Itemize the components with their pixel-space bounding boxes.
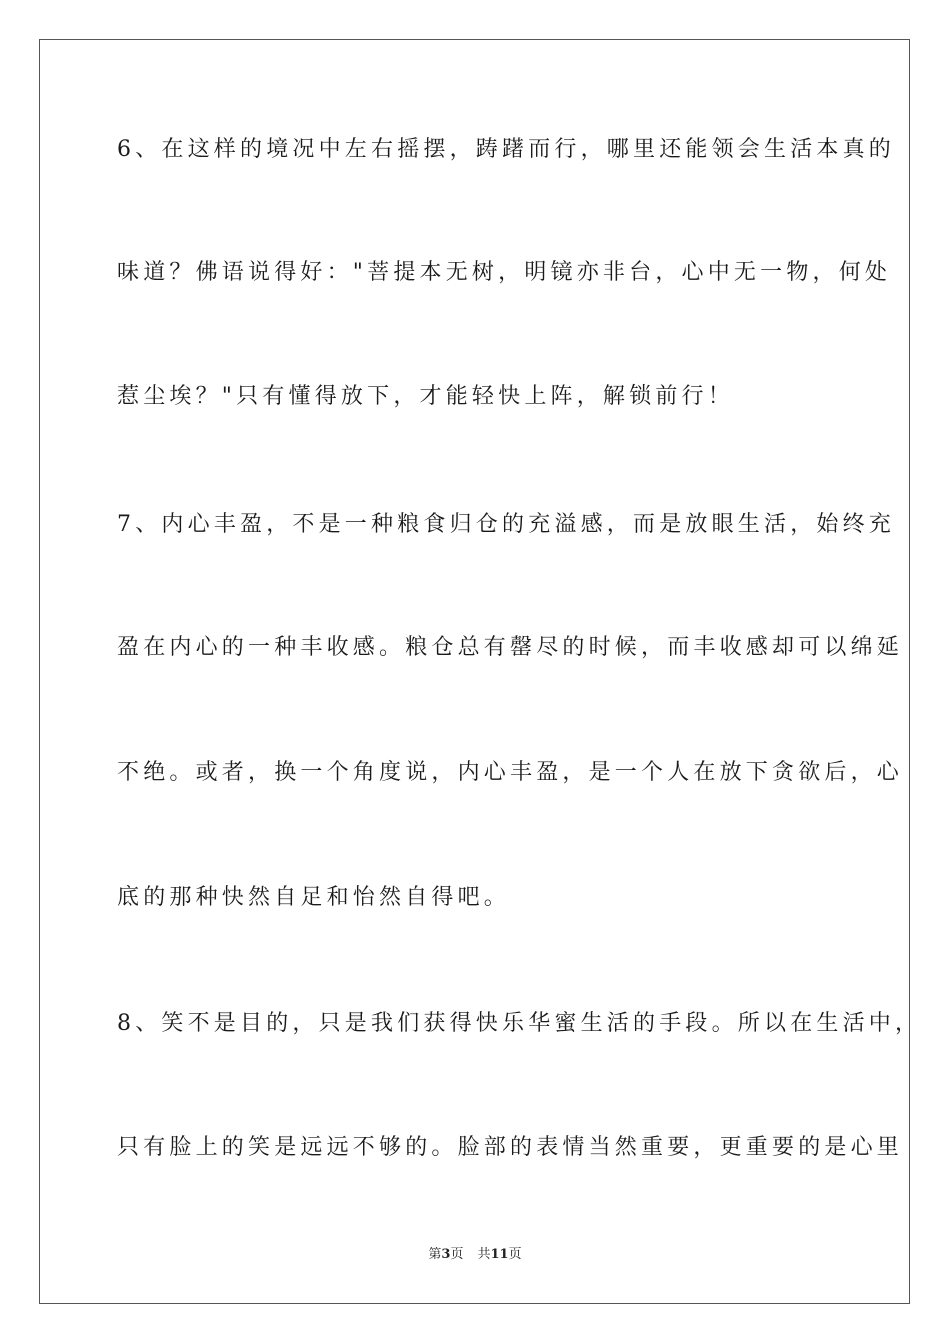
text-line-2: 味道？佛语说得好："菩提本无树，明镜亦非台，心中无一物，何处 bbox=[117, 260, 892, 285]
total-suffix: 页 bbox=[508, 1247, 522, 1262]
text-line-6: 不绝。或者，换一个角度说，内心丰盈，是一个人在放下贪欲后，心 bbox=[117, 760, 904, 785]
text-line-9: 只有脸上的笑是远远不够的。脸部的表情当然重要，更重要的是心里 bbox=[117, 1135, 904, 1160]
page-suffix: 页 bbox=[450, 1247, 464, 1262]
text-line-5: 盈在内心的一种丰收感。粮仓总有罄尽的时候，而丰收感却可以绵延 bbox=[117, 635, 904, 660]
total-pages: 11 bbox=[490, 1247, 509, 1262]
text-line-8: 8、笑不是目的，只是我们获得快乐华蜜生活的手段。所以在生活中， bbox=[117, 1011, 922, 1036]
text-line-4: 7、内心丰盈，不是一种粮食归仓的充溢感，而是放眼生活，始终充 bbox=[117, 512, 895, 537]
text-line-1: 6、在这样的境况中左右摇摆，踌躇而行，哪里还能领会生活本真的 bbox=[117, 137, 895, 162]
page-footer bbox=[0, 1245, 950, 1265]
page-number: 3 bbox=[441, 1247, 451, 1262]
text-line-7: 底的那种快然自足和怡然自得吧。 bbox=[117, 885, 511, 910]
total-prefix: 共 bbox=[477, 1247, 491, 1262]
text-line-3: 惹尘埃？"只有懂得放下，才能轻快上阵，解锁前行！ bbox=[117, 384, 734, 409]
page-border bbox=[39, 39, 922, 1304]
page-prefix: 第 bbox=[428, 1247, 442, 1262]
